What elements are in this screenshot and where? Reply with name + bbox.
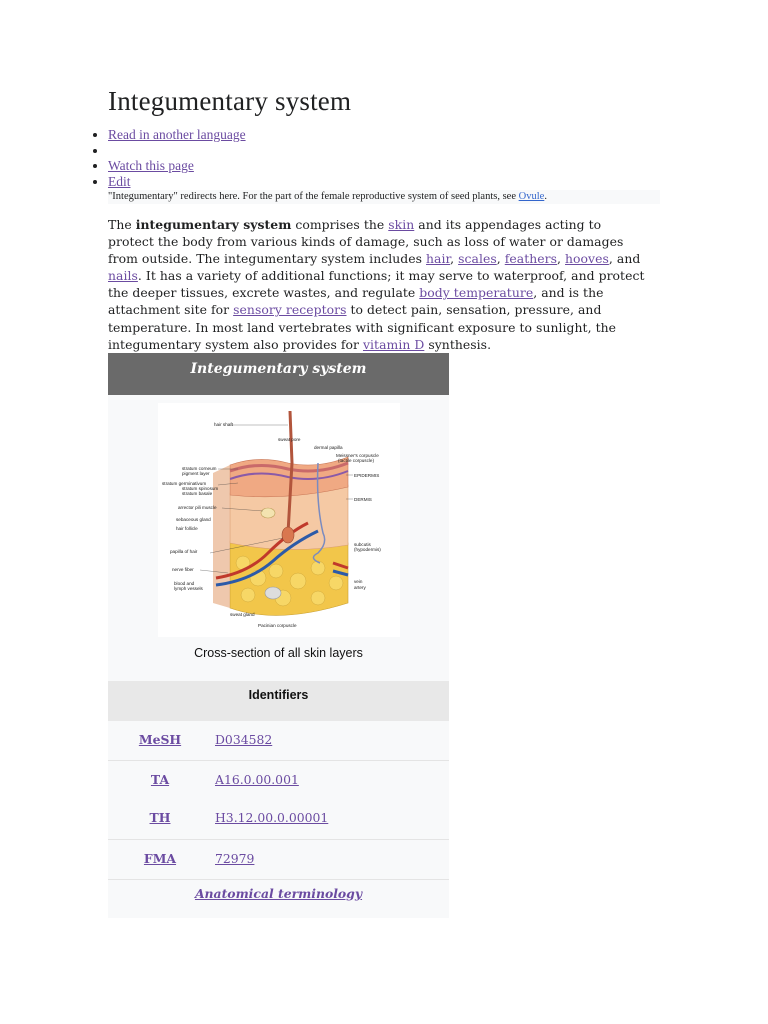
label-hair-shaft: hair shaft [214,422,233,427]
skin-diagram-svg [158,403,400,637]
label-blood-and: blood and [174,581,195,586]
label-nerve-fiber: nerve fiber [172,567,194,572]
infobox-title: Integumentary system [108,353,449,395]
skin-cross-section-image[interactable] [158,403,400,637]
identifiers-header: Identifiers [108,681,449,721]
feathers-link[interactable]: feathers [504,251,558,267]
label-meissner: Meissner's corpuscle [336,453,379,458]
label-arrector: arrector pili muscle [178,505,217,510]
identifier-row-th [108,799,449,838]
lead-paragraph: The integumentary system comprises the skin and its appendages acting to protect the body from various kinds of damage, such as loss of water or damages from outside. The integumentary system includes hair, scales, feathers, hooves, and nails. It has a variety of additional functions; it may serve to waterproof, and protect the deeper tissues, excrete wastes, and regulate body temperature, and is the attachment site for sensory receptors to detect pain, sensation, pressure, and temperature. In most land vertebrates with significant exposure to sunlight, the integumentary system also provides for vitamin D synthesis. [108,217,645,352]
action-read-language[interactable] [108,127,246,143]
page-actions [86,127,246,190]
identifier-row-fma [108,839,449,879]
action-empty [108,143,246,159]
action-watch[interactable] [108,158,246,174]
label-vein: vein [354,579,363,584]
mesh-key-link[interactable]: MeSH [138,732,182,747]
infobox-footer [108,879,449,919]
read-in-another-language-link[interactable]: Read in another language [108,127,246,142]
nails-link[interactable]: nails [108,268,138,284]
hooves-link[interactable]: hooves [565,251,609,267]
th-value-link[interactable]: H3.12.00.0.00001 [215,810,329,825]
label-hypodermis: (hypodermis) [354,547,381,552]
hatnote: "Integumentary" redirects here. For the part of the female reproductive system of seed plants, see Ovule. [108,190,660,204]
label-pacinian: Pacinian corpuscle [258,623,297,628]
label-epidermis: EPIDERMIS [354,473,380,478]
watch-page-link[interactable]: Watch this page [108,158,194,174]
skin-link[interactable]: skin [388,217,415,232]
bold-term: integumentary system [135,217,292,232]
label-subcutis: subcutis [354,542,371,547]
hair-link[interactable]: hair [426,251,451,267]
mesh-value-link[interactable]: D034582 [215,732,273,747]
label-papilla-of-hair: papilla of hair [170,549,198,554]
fma-key-link[interactable]: FMA [143,851,177,866]
label-dermal-papilla: dermal papilla [314,445,343,450]
action-edit[interactable] [108,174,246,190]
infobox-caption: Cross-section of all skin layers [194,646,363,660]
label-pigment-layer: pigment layer [182,471,210,476]
infobox [108,353,449,918]
label-stratum-basale: stratum basale [182,491,213,496]
label-hair-follicle: hair follicle [176,526,198,531]
label-sweat-gland: sweat gland [230,612,255,617]
sensory-receptors-link[interactable]: sensory receptors [233,302,347,318]
fma-value-link[interactable]: 72979 [215,851,255,866]
ta-key-link[interactable]: TA [150,772,170,787]
body-temperature-link[interactable]: body temperature [419,285,534,301]
label-tactile: (tactile corpuscle) [338,458,374,463]
label-stratum-corneum: stratum corneum [182,466,217,471]
anatomical-terminology-link[interactable]: Anatomical terminology [194,886,363,901]
th-key-link[interactable]: TH [149,810,171,825]
ovule-link[interactable]: Ovule [518,191,545,202]
edit-link[interactable]: Edit [108,174,131,190]
label-artery: artery [354,585,366,590]
label-dermis: DERMIS [354,497,372,502]
label-stratum-germinativum: stratum germinativum [162,481,207,486]
label-lymph-vessels: lymph vessels [174,586,203,591]
ta-value-link[interactable]: A16.0.00.001 [215,772,299,787]
identifier-row-ta [108,760,449,800]
label-sebaceous: sebaceous gland [176,517,211,522]
identifier-row-mesh [108,721,449,760]
label-sweat-pore: sweat pore [278,437,301,442]
page-title: Integumentary system [108,86,352,116]
vitamin-d-link[interactable]: vitamin D [362,336,425,352]
label-stratum-spinosum: stratum spinosum [182,486,219,491]
scales-link[interactable]: scales [458,251,497,267]
